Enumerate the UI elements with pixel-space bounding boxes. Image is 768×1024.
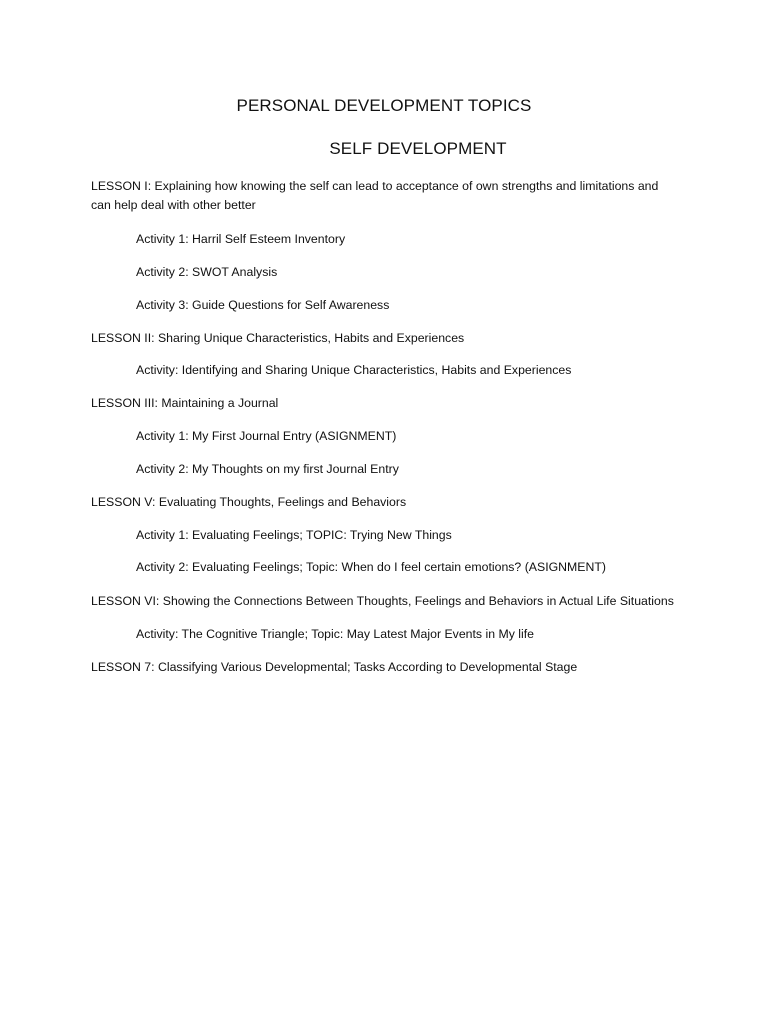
lesson-6-heading: LESSON VI: Showing the Connections Between Thoughts, Feelings and Behaviors in Actual Life Situations xyxy=(91,594,674,608)
lesson-1-activity-3: Activity 3: Guide Questions for Self Awareness xyxy=(136,298,390,312)
lesson-5-activity-2: Activity 2: Evaluating Feelings; Topic: When do I feel certain emotions? (ASIGNMENT) xyxy=(136,560,606,574)
lesson-3-heading: LESSON III: Maintaining a Journal xyxy=(91,396,279,410)
lesson-1-heading: LESSON I: Explaining how knowing the self can lead to acceptance of own strengths and limitations and xyxy=(91,179,659,193)
lesson-2-activity: Activity: Identifying and Sharing Unique Characteristics, Habits and Experiences xyxy=(136,363,572,377)
document-title: PERSONAL DEVELOPMENT TOPICS xyxy=(236,96,532,115)
document-subtitle: SELF DEVELOPMENT xyxy=(329,139,507,158)
lesson-7-heading: LESSON 7: Classifying Various Developmental; Tasks According to Developmental Stage xyxy=(91,660,578,674)
lesson-1-activity-2: Activity 2: SWOT Analysis xyxy=(136,265,278,279)
lesson-3-activity-2: Activity 2: My Thoughts on my first Journal Entry xyxy=(136,462,399,476)
lesson-5-heading: LESSON V: Evaluating Thoughts, Feelings and Behaviors xyxy=(91,495,407,509)
lesson-1-heading-continued: can help deal with other better xyxy=(91,198,256,212)
lesson-2-heading: LESSON II: Sharing Unique Characteristics, Habits and Experiences xyxy=(91,331,465,345)
lesson-6-activity: Activity: The Cognitive Triangle; Topic: May Latest Major Events in My life xyxy=(136,627,534,641)
lesson-5-activity-1: Activity 1: Evaluating Feelings; TOPIC: Trying New Things xyxy=(136,528,452,542)
lesson-1-activity-1: Activity 1: Harril Self Esteem Inventory xyxy=(136,232,346,246)
lesson-3-activity-1: Activity 1: My First Journal Entry (ASIGNMENT) xyxy=(136,429,397,443)
